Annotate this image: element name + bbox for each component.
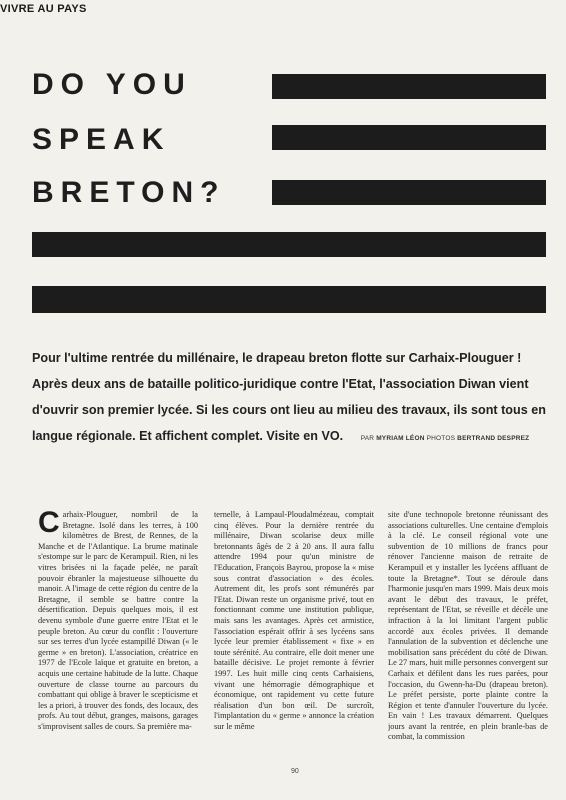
flag-stripe — [272, 74, 546, 99]
lead-paragraph — [32, 345, 554, 452]
headline-line-2: SPEAK — [32, 123, 171, 156]
headline-line-3: BRETON? — [32, 176, 226, 209]
section-tag: VIVRE AU PAYS — [0, 3, 87, 15]
flag-stripe — [272, 125, 546, 150]
author-name: MYRIAM LÉON — [376, 435, 425, 442]
article-column-2 — [214, 510, 374, 782]
photos-prefix: PHOTOS — [426, 435, 456, 442]
flag-stripe — [32, 286, 546, 313]
flag-stripe — [32, 232, 546, 257]
photographer-name: BERTRAND DESPREZ — [457, 435, 530, 442]
lead-text: Pour l'ultime rentrée du millénaire, le drapeau breton flotte sur Carhaix-Plouguer ! Après deux ans de bataille politico-juridique contre l'Etat, l'association Diwan vient d'ouvrir son premier lycée. Si les cours ont lieu au milieu des travaux, ils sont tous en langue régionale. Et affichent complet. Visite en VO. — [32, 351, 546, 443]
page-number: 90 — [291, 768, 299, 775]
column-2-text: ternelle, à Lampaul-Ploudalmézeau, comptait cinq élèves. Pour la dernière rentrée du millénaire, Diwan scolarise deux mille bretonnants âgés de 2 à 20 ans. Il aura fallu attendre 1994 pour qu'un ministre de l'Education, François Bayrou, propose la « mise sous contrat d'association » des écoles. Autrement dit, les profs sont rémunérés par l'Etat. Diwan reste un organisme privé, tout en fonctionnant comme une institution publique, mais sans les avantages. Après cet armistice, l'association espérait offrir à ses lycéens sans lycée leur premier établissement « fixe » en toute sérénité. Au contraire, elle doit mener une bataille décisive. Le projet remonte à février 1997. Les huit mille cinq cents Carhaisiens, vivant une hémorragie démographique et économique, ont rapidement vu cette future réalisation d'un bon œil. De surcroît, l'implantation du « germe » annonce la création sur le même — [214, 510, 374, 731]
column-3-text: site d'une technopole bretonne réunissant des associations culturelles. Une centaine d'emplois à la clé. Le conseil régional vote une subvention de 10 millions de francs pour rénover l'ancienne maison de retraite de Kerampuil et y installer les lycéens affluant de toute la Bretagne*. Tout se déroule dans l'harmonie jusqu'en mars 1999. Mais deux mois avant le début des travaux, le préfet, représentant de l'Etat, se réveille et décèle une infraction à la loi limitant l'argent public accordé aux écoles privées. Il demande l'annulation de la subvention et déclenche une mobilisation sans précédent du côté de Diwan. Le 27 mars, huit mille personnes convergent sur Carhaix et défilent dans les rues parées, pour l'occasion, du Gwenn-ha-Du (drapeau breton). Le préfet persiste, porte plainte contre la Région et tente d'annuler l'ouverture du lycée. En vain ! Les travaux démarrent. Quelques jours avant la rentrée, en plein branle-bas de combat, la commission — [388, 510, 548, 742]
flag-stripe — [272, 180, 546, 205]
byline-prefix: PAR — [360, 435, 375, 442]
headline-line-1: DO YOU — [32, 68, 192, 101]
byline — [361, 435, 530, 442]
drop-cap: C — [38, 510, 60, 539]
article-column-3 — [388, 510, 548, 782]
article-column-1 — [38, 510, 198, 782]
column-1-text: arhaix-Plouguer, nombril de la Bretagne. Isolé dans les terres, à 100 kilomètres de Brest, de Rennes, de la Manche et de l'Atlantique. La brume matinale s'estompe sur le parc de Kerampuil. Rien, ni les vitres brisées ni la façade pelée, ne paraît pouvoir ébranler la majestueuse silhouette du manoir. A l'image de cette région du centre de la Bretagne, il semble se battre contre la désertification. Depuis quelques mois, il est devenu symbole d'une guerre entre l'Etat et le peuple breton. Au cœur du conflit : l'ouverture sur ses terres d'un lycée estampillé Diwan (« le germe » en breton). L'association, créatrice en 1977 de l'Ecole laïque et gratuite en breton, a acquis une certaine habitude de la lutte. Chaque ouverture de classe tourne au parcours du combattant qui oblige à braver le scepticisme et les a priori, à trouver des fonds, des locaux, des profs. Au tout début, granges, maisons, garages s'improvisent salles de cours. Sa première ma- — [38, 510, 198, 731]
